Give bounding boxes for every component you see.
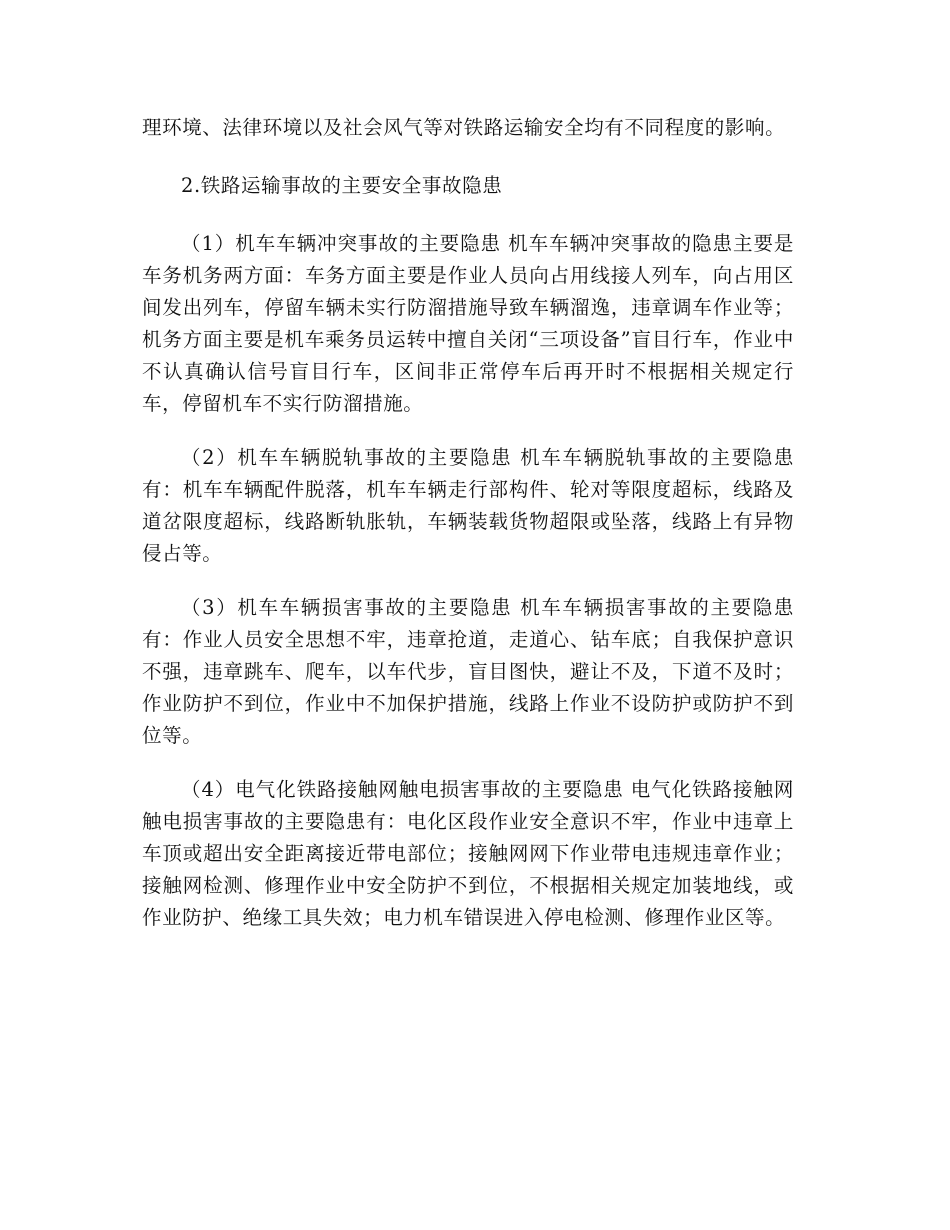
section-heading: 2.铁路运输事故的主要安全事故隐患 — [181, 174, 503, 197]
paragraph-damage-hazards: （3）机车车辆损害事故的主要隐患 机车车辆损害事故的主要隐患有：作业人员安全思想不牢，违章抢道，走道心、钻车底；自我保护意识不强，违章跳车、爬车，以车代步，盲目图快，避让不及，下道不及时；作业防护不到位，作业中不加保护措施，线路上作业不设防护或防护不到位等。 — [142, 596, 794, 747]
paragraph-electrocution-hazards: （4）电气化铁路接触网触电损害事故的主要隐患 电气化铁路接触网触电损害事故的主要隐患有：电化区段作业安全意识不牢，作业中违章上车顶或超出安全距离接近带电部位；接触网网下作业带电违规违章作业；接触网检测、修理作业中安全防护不到位，不根据相关规定加装地线，或作业防护、绝缘工具失效；电力机车错误进入停电检测、修理作业区等。 — [142, 778, 794, 929]
paragraph-continuation: 理环境、法律环境以及社会风气等对铁路运输安全均有不同程度的影响。 — [142, 116, 786, 139]
paragraph-collision-hazards: （1）机车车辆冲突事故的主要隐患 机车车辆冲突事故的隐患主要是车务机务两方面：车务方面主要是作业人员向占用线接人列车，向占用区间发出列车，停留车辆未实行防溜措施导致车辆溜逸，违章调车作业等；机务方面主要是机车乘务员运转中擅自关闭“三项设备”盲目行车，作业中不认真确认信号盲目行车，区间非正常停车后再开时不根据相关规定行车，停留机车不实行防溜措施。 — [142, 232, 794, 415]
document-body — [142, 112, 794, 934]
paragraph-derailment-hazards: （2）机车车辆脱轨事故的主要隐患 机车车辆脱轨事故的主要隐患有：机车车辆配件脱落，机车车辆走行部构件、轮对等限度超标，线路及道岔限度超标，线路断轨胀轨，车辆装载货物超限或坠落，线路上有异物侵占等。 — [142, 446, 794, 565]
